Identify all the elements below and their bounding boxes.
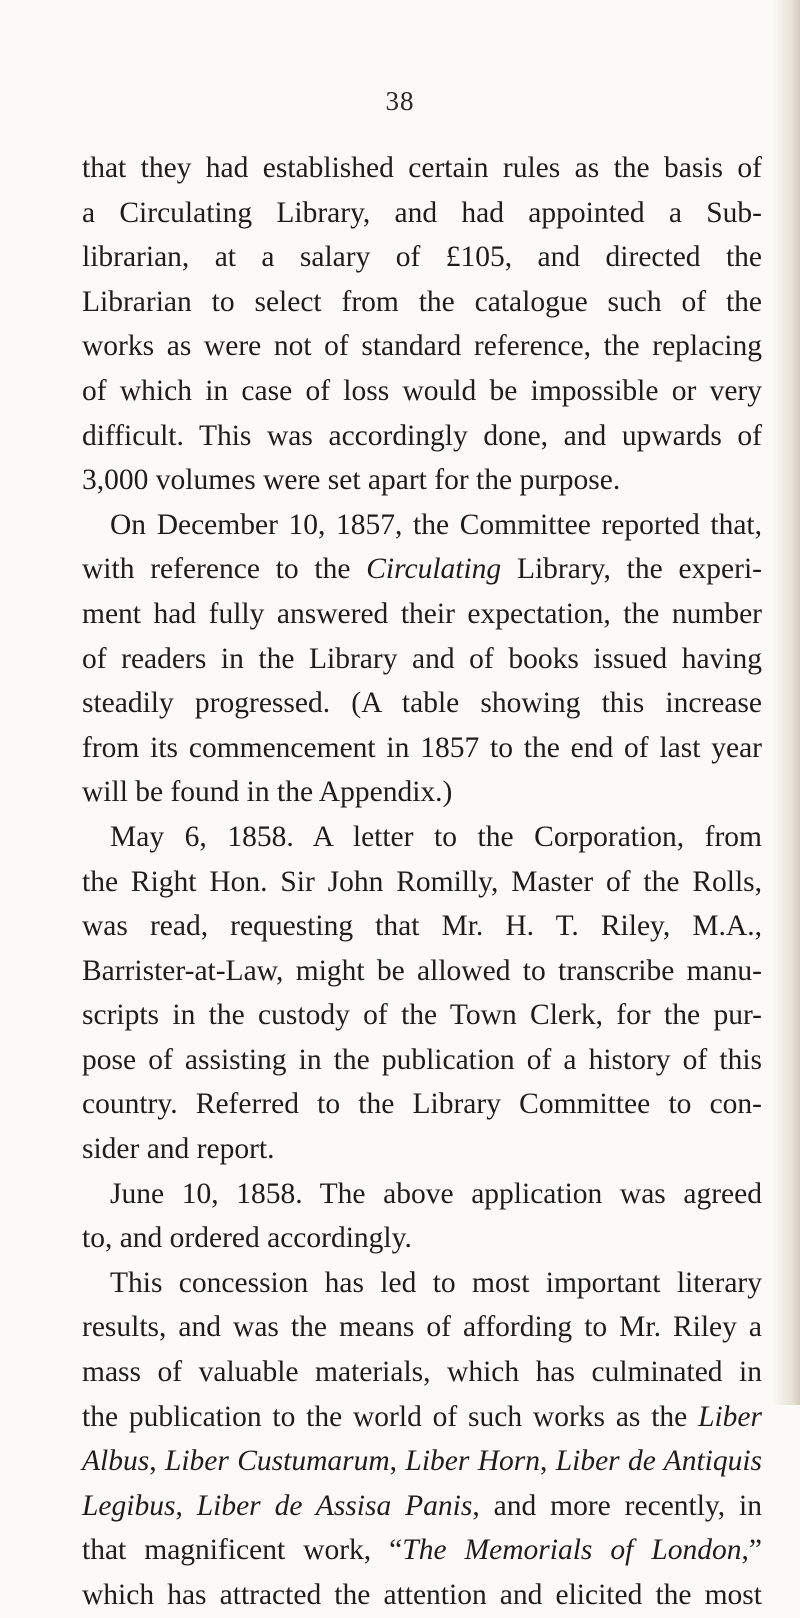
text-segment: 3,000 volumes were set apart for the purpose. — [82, 464, 621, 497]
text-segment: librarian, at a salary of £105, and directed the — [82, 241, 762, 274]
text-line — [82, 1439, 762, 1484]
text-segment: ,” — [741, 1534, 762, 1567]
text-segment: ment had fully answered their expectation, the number — [82, 597, 762, 630]
text-segment: Librarian to select from the catalogue such of the — [82, 285, 762, 318]
text-segment: mass of valuable materials, which has culminated in — [82, 1356, 762, 1389]
text-line — [82, 1172, 762, 1217]
text-line — [82, 1305, 762, 1350]
page-edge-shadow — [772, 0, 800, 1405]
text-segment: On December 10, 1857, the Committee reported that, — [110, 508, 762, 541]
text-segment: that they had established certain rules as the basis of — [82, 152, 762, 184]
text-line — [82, 726, 762, 771]
text-segment: will be found in the Appendix.) — [82, 776, 453, 809]
text-segment: was read, requesting that Mr. H. T. Riley, M.A., — [82, 910, 762, 943]
text-line — [82, 1261, 762, 1306]
text-line — [82, 280, 762, 325]
body-text — [82, 146, 762, 1618]
text-segment: pose of assisting in the publication of a history of this — [82, 1043, 762, 1076]
text-segment: that magnificent work, “ — [82, 1534, 403, 1567]
text-line — [82, 681, 762, 726]
text-segment: , and more recently, in — [472, 1489, 763, 1522]
text-line — [82, 503, 762, 548]
text-segment: the Right Hon. Sir John Romilly, Master of the Rolls, — [82, 865, 762, 898]
text-line — [82, 949, 762, 994]
text-line — [82, 1216, 762, 1261]
page-number: 38 — [385, 86, 415, 116]
italic-title: Liber de Antiquis — [555, 1445, 763, 1478]
text-line — [82, 1528, 762, 1573]
text-line — [82, 458, 762, 503]
text-segment: , — [539, 1445, 556, 1478]
text-segment: of which in case of loss would be impossible or very — [82, 374, 762, 407]
text-line — [82, 369, 762, 414]
text-segment: to, and ordered accordingly. — [82, 1222, 412, 1255]
text-line — [82, 235, 762, 280]
text-segment: results, and was the means of affording to Mr. Riley a — [82, 1311, 762, 1344]
text-line — [82, 815, 762, 860]
text-segment: scripts in the custody of the Town Clerk, for the pur- — [82, 999, 762, 1032]
text-segment: steadily progressed. (A table showing this increase — [82, 687, 762, 720]
italic-title: Liber Horn — [405, 1445, 540, 1478]
text-segment: difficult. This was accordingly done, and upwards of — [82, 419, 762, 452]
text-line — [82, 770, 762, 815]
italic-title: Legibus — [82, 1489, 176, 1522]
text-line — [82, 547, 762, 592]
text-line — [82, 592, 762, 637]
text-line — [82, 414, 762, 459]
text-line — [82, 860, 762, 905]
text-segment: sider and report. — [82, 1133, 275, 1166]
text-line — [82, 637, 762, 682]
text-line — [82, 1350, 762, 1395]
text-segment: with reference to the — [82, 553, 367, 586]
italic-title: Liber Custumarum — [164, 1445, 390, 1478]
text-segment: works as were not of standard reference, the replacing — [82, 330, 762, 363]
text-segment: , — [389, 1445, 406, 1478]
text-segment: country. Referred to the Library Committee to con- — [82, 1088, 762, 1121]
text-line — [82, 1082, 762, 1127]
text-segment: from its commencement in 1857 to the end of last year — [82, 731, 762, 764]
text-segment: Barrister-at-Law, might be allowed to transcribe manu- — [82, 954, 762, 987]
text-line — [82, 1038, 762, 1083]
italic-title: Circulating — [366, 553, 502, 586]
text-segment: June 10, 1858. The above application was agreed — [110, 1177, 762, 1210]
text-line — [82, 191, 762, 236]
text-segment: , — [149, 1445, 165, 1478]
text-segment: , — [175, 1489, 197, 1522]
italic-title: Liber — [698, 1400, 762, 1433]
italic-title: Albus — [82, 1445, 150, 1478]
text-line — [82, 324, 762, 369]
text-segment: Library, the experi- — [501, 553, 762, 586]
text-line — [82, 993, 762, 1038]
text-segment: May 6, 1858. A letter to the Corporation, from — [110, 820, 762, 853]
text-segment: the publication to the world of such works as the — [82, 1400, 699, 1433]
text-segment: which has attracted the attention and elicited the most — [82, 1579, 762, 1611]
text-segment: a Circulating Library, and had appointed a Sub- — [82, 196, 762, 229]
text-segment: This concession has led to most important literary — [110, 1266, 762, 1299]
text-line — [82, 1127, 762, 1172]
italic-title: The Memorials of London — [402, 1534, 742, 1567]
text-line — [82, 146, 762, 191]
text-segment: of readers in the Library and of books issued having — [82, 642, 762, 675]
italic-title: Liber de Assisa Panis — [196, 1489, 473, 1522]
text-line — [82, 1395, 762, 1440]
text-line — [82, 904, 762, 949]
text-line — [82, 1484, 762, 1529]
text-line — [82, 1573, 762, 1618]
